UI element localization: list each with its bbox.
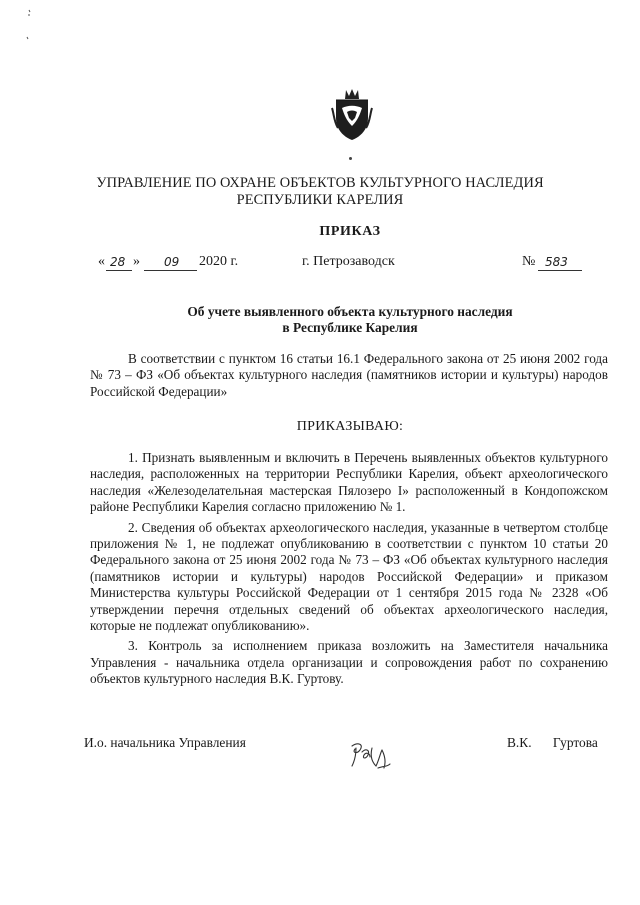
organization-line-1: УПРАВЛЕНИЕ ПО ОХРАНЕ ОБЪЕКТОВ КУЛЬТУРНОГО НАСЛЕДИЯ [96,175,544,191]
order-item-1: 1. Признать выявленным и включить в Перечень выявленных объектов культурного наследия, расположенных на территории Республики Карелия, объект археологического наследия «Железоделательная мастерская Пялозеро I» расположенный в Кондопожском районе Республики Карелия согласно приложению № 1. [90,450,608,515]
date-day-handwritten: 28 [110,255,126,269]
date-open-quote: « [98,254,105,269]
date-close-quote: » [133,254,140,269]
order-item-2: 2. Сведения об объектах археологического наследия, указанные в четвертом столбце приложения № 1, не подлежат опубликованию в соответствии с пунктом 10 статьи 20 Федерального закона от 25 июня 2002 года № 73 – ФЗ «Об объектах культурного наследия (памятников истории и культуры) народов Российской Федерации» и приказом Министерства культуры Российской Федерации от 1 сентября 2015 года № 2328 «Об утверждении перечня отдельных сведений об объектах археологического наследия, которые не подлежат опубликованию». [90,519,608,634]
scan-dot [349,157,352,160]
signatory-position: И.о. начальника Управления [84,735,246,750]
date-year: 2020 г. [199,254,239,269]
coat-of-arms-emblem [330,88,374,142]
command-heading: ПРИКАЗЫВАЮ: [296,419,404,434]
signatory-name: В.К. Гуртова [507,735,598,750]
organization-name [0,175,640,209]
handwritten-signature [348,738,394,774]
preamble-text: В соответствии с пунктом 16 статьи 16.1 Федерального закона от 25 июня 2002 года № 73 – ФЗ «Об объектах культурного наследия (памятников истории и культуры) народов Российской Федерации» [90,351,608,399]
organization-line-2: РЕСПУБЛИКИ КАРЕЛИЯ [236,192,404,208]
document-subject [0,304,640,336]
number-label: № [522,254,536,269]
date-number-line [0,254,640,274]
preamble [90,351,608,400]
document-city: г. Петрозаводск [302,254,395,269]
order-items [90,450,608,692]
subject-line-1: Об учете выявленного объекта культурного наследия [187,304,513,319]
order-item-3: 3. Контроль за исполнением приказа возложить на Заместителя начальника Управления - начальника отдела организации и сопровождения работ по сохранению объектов культурного наследия В.К. Гуртову. [90,638,608,687]
document-type-title: ПРИКАЗ [319,224,381,239]
subject-line-2: в Республике Карелия [282,320,418,335]
scan-speck-marks [22,6,36,46]
document-number-handwritten: 583 [545,255,568,269]
date-month-handwritten: 09 [164,255,180,269]
